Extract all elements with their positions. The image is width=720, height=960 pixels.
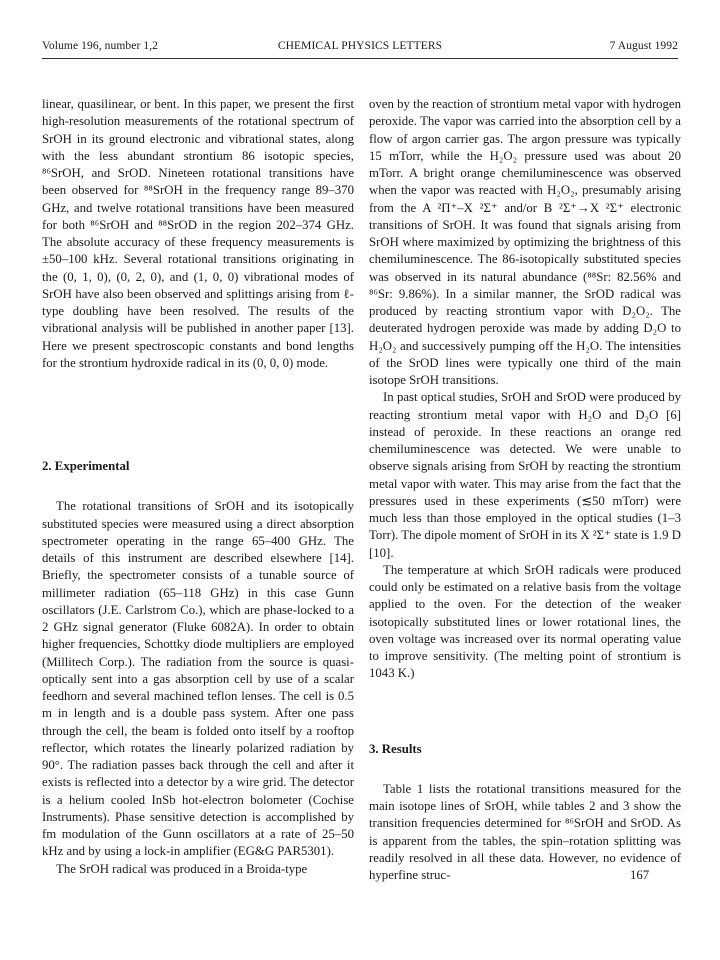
paragraph: In past optical studies, SrOH and SrOD were produced by reacting strontium metal vapor with H₂O and D₂O [6] instead of peroxide. In these reactions an orange red chemiluminescence was detected. We were unable to observe signals arising from SrOH by reacting the strontium metal vapor with water. This may arise from the fact that the pressures used in these experiments (≲50 mTorr) were much less than those employed in the optical studies (1–3 Torr). The dipole moment of SrOH in its X ²Σ⁺ state is 1.9 D [10]. <box>369 390 681 560</box>
journal-title: CHEMICAL PHYSICS LETTERS <box>277 40 443 52</box>
volume-info: Volume 196, number 1,2 <box>42 40 159 52</box>
issue-date: 7 August 1992 <box>609 40 678 52</box>
header-rule <box>42 58 678 59</box>
paragraph: linear, quasilinear, or bent. In this paper, we present the first high-resolution measurements of the rotational spectrum of SrOH in its ground electronic and vibrational states, along with the less abundant strontium 86 isotopic species, ⁸⁶SrOH, and SrOD. Nineteen rotational transitions have been observed for ⁸⁸SrOH in the frequency range 89–370 GHz, and twelve rotational transitions have been measured for both ⁸⁶SrOH and ⁸⁸SrOD in the region 202–374 GHz. The absolute accuracy of these frequency measurements is ±50–100 kHz. Several rotational transitions originating in the (0, 1, 0), (0, 2, 0), and (1, 0, 0) vibrational modes of SrOH have also been observed and splittings arising from ℓ-type doubling have been resolved. The results of the vibrational analysis will be published in another paper [13]. Here we present spectroscopic constants and bond lengths for the strontium hydroxide radical in its (0, 0, 0) mode. <box>42 97 354 370</box>
section-heading-experimental: 2. Experimental <box>42 459 130 473</box>
paragraph: oven by the reaction of strontium metal vapor with hydrogen peroxide. The vapor was carried into the absorption cell by a flow of argon carrier gas. The argon pressure was typically 15 mTorr, while the H₂O₂ pressure used was about 20 mTorr. A bright orange chemiluminescence was observed when the vapor was reacted with H₂O₂, presumably arising from the A ²Π⁺–X ²Σ⁺ and/or B ²Σ⁺→X ²Σ⁺ electronic transitions of SrOH. It was found that signals arising from SrOH where maximized by optimizing the brightness of this chemiluminescence. The 86-isotopically substituted species was observed in its natural abundance (⁸⁸Sr: 82.56% and ⁸⁶Sr: 9.86%). In a similar manner, the SrOD radical was produced by reacting strontium vapor with D₂O₂. The deuterated hydrogen peroxide was made by adding D₂O to H₂O₂ and successively pumping off the H₂O. The intensities of the SrOD lines were typically one third of the main isotope SrOH transitions. <box>369 97 681 387</box>
paragraph: Table 1 lists the rotational transitions measured for the main isotope lines of SrOH, while tables 2 and 3 show the transition frequencies determined for ⁸⁶SrOH and SrOD. As is apparent from the tables, the spin–rotation splitting was readily resolved in all these data. However, no evidence of hyperfine struc- <box>369 781 681 882</box>
paragraph: The temperature at which SrOH radicals were produced could only be estimated on a relative basis from the voltage applied to the oven. For the detection of the weaker isotopically substituted lines or lower rotational lines, the oven voltage was increased over its normal operating value to improve sensitivity. (The melting point of strontium is 1043 K.) <box>369 562 681 681</box>
left-column <box>42 96 354 878</box>
right-column <box>369 96 681 884</box>
paragraph: The rotational transitions of SrOH and its isotopically substituted species were measured using a direct absorption spectrometer operating in the range 65–400 GHz. The details of this instrument are described elsewhere [14]. Briefly, the spectrometer consists of a tunable source of millimeter radiation (65–118 GHz) in this case Gunn oscillators (J.E. Carlstrom Co.), which are phase-locked to a 2 GHz signal generator (Fluke 6082A). In order to obtain higher frequencies, Schottky diode multipliers are employed (Millitech Corp.). The radiation from the source is quasi-optically sent into a gas absorption cell by use of a scalar feedhorn and several machined teflon lenses. The cell is 0.5 m in length and is a double pass system. After one pass through the cell, the beam is folded onto itself by a rooftop reflector, which rotates the linearly polarized radiation by 90°. The radiation passes back through the cell and after it exists is reflected into a detector by a wire grid. The detector is a helium cooled InSb hot-electron bolometer (Cochise Instruments). Phase sensitive detection is accomplished by fm modulation of the Gunn oscillators at a rate of 25–50 kHz and by using a lock-in amplifier (EG&G PAR5301). <box>42 499 354 859</box>
page-number: 167 <box>630 868 650 882</box>
paragraph: The SrOH radical was produced in a Broida-type <box>56 861 308 876</box>
running-head <box>42 40 678 58</box>
section-heading-results: 3. Results <box>369 741 422 756</box>
